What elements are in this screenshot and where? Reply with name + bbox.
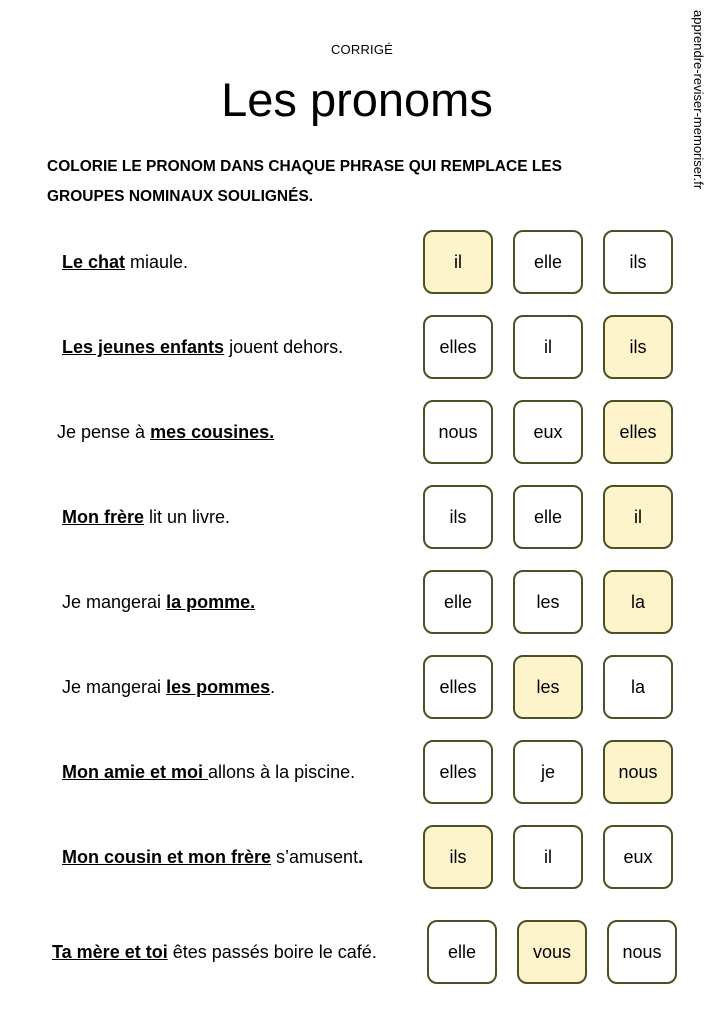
pronoun-option[interactable]: elles bbox=[423, 315, 493, 379]
pronoun-option[interactable]: ils bbox=[603, 230, 673, 294]
sentence-text: s’amusent bbox=[271, 847, 359, 867]
pronoun-option[interactable]: je bbox=[513, 740, 583, 804]
noun-group: Les jeunes enfants bbox=[62, 337, 225, 357]
exercise-row bbox=[0, 920, 724, 984]
exercise-row bbox=[0, 825, 724, 889]
sentence bbox=[62, 655, 275, 719]
pronoun-option[interactable]: elle bbox=[513, 485, 583, 549]
sentence bbox=[62, 825, 363, 889]
pronoun-option[interactable]: nous bbox=[423, 400, 493, 464]
sentence-text: allons à la piscine. bbox=[208, 762, 356, 782]
noun-group: Ta mère et toi bbox=[52, 942, 168, 962]
exercise-row bbox=[0, 485, 724, 549]
noun-group: Mon amie et moi bbox=[62, 762, 209, 782]
pronoun-option[interactable]: eux bbox=[603, 825, 673, 889]
sentence bbox=[62, 230, 188, 294]
noun-group: Mon frère bbox=[62, 507, 145, 527]
sentence-text: lit un livre. bbox=[144, 507, 231, 527]
sentence bbox=[62, 315, 343, 379]
noun-group: Mon cousin et mon frère bbox=[62, 847, 272, 867]
instruction-text bbox=[47, 152, 667, 212]
pronoun-option[interactable]: eux bbox=[513, 400, 583, 464]
pronoun-option[interactable]: les bbox=[513, 655, 583, 719]
noun-group: la pomme. bbox=[166, 592, 256, 612]
sentence-text: miaule. bbox=[125, 252, 189, 272]
sentence bbox=[62, 740, 355, 804]
pronoun-option[interactable]: nous bbox=[603, 740, 673, 804]
exercise-row bbox=[0, 740, 724, 804]
sentence-text: Je mangerai bbox=[62, 677, 167, 697]
pronoun-option[interactable]: il bbox=[423, 230, 493, 294]
sentence-text: Je pense à bbox=[57, 422, 151, 442]
pronoun-option[interactable]: la bbox=[603, 570, 673, 634]
sentence bbox=[62, 485, 230, 549]
pronoun-option[interactable]: nous bbox=[607, 920, 677, 984]
pronoun-option[interactable]: elle bbox=[423, 570, 493, 634]
noun-group: Le chat bbox=[62, 252, 126, 272]
sentence bbox=[57, 400, 274, 464]
exercise-row bbox=[0, 400, 724, 464]
pronoun-option[interactable]: il bbox=[513, 315, 583, 379]
pronoun-option[interactable]: vous bbox=[517, 920, 587, 984]
pronoun-option[interactable]: elles bbox=[603, 400, 673, 464]
sentence-text: Je mangerai bbox=[62, 592, 167, 612]
instruction-line-1: COLORIE LE PRONOM DANS CHAQUE PHRASE QUI REMPLACE LES bbox=[47, 158, 562, 175]
instruction-line-2: GROUPES NOMINAUX SOULIGNÉS. bbox=[47, 188, 314, 205]
pronoun-option[interactable]: elles bbox=[423, 655, 493, 719]
noun-group: les pommes bbox=[166, 677, 271, 697]
pronoun-option[interactable]: elle bbox=[513, 230, 583, 294]
sentence-text: jouent dehors. bbox=[224, 337, 344, 357]
answer-key-label: CORRIGÉ bbox=[330, 42, 394, 57]
pronoun-option[interactable]: ils bbox=[423, 485, 493, 549]
website-credit: apprendre-reviser-memoriser.fr bbox=[691, 10, 706, 190]
pronoun-option[interactable]: ils bbox=[423, 825, 493, 889]
sentence bbox=[62, 570, 255, 634]
pronoun-option[interactable]: elle bbox=[427, 920, 497, 984]
pronoun-option[interactable]: ils bbox=[603, 315, 673, 379]
exercise-row bbox=[0, 315, 724, 379]
pronoun-option[interactable]: elles bbox=[423, 740, 493, 804]
sentence bbox=[52, 920, 377, 984]
pronoun-option[interactable]: il bbox=[603, 485, 673, 549]
exercise-row bbox=[0, 570, 724, 634]
sentence-period: . bbox=[358, 847, 364, 867]
sentence-text: . bbox=[270, 677, 276, 697]
page-title: Les pronoms bbox=[221, 73, 493, 126]
noun-group: mes cousines. bbox=[150, 422, 275, 442]
sentence-text: êtes passés boire le café. bbox=[167, 942, 377, 962]
exercise-row bbox=[0, 230, 724, 294]
pronoun-option[interactable]: il bbox=[513, 825, 583, 889]
pronoun-option[interactable]: la bbox=[603, 655, 673, 719]
exercise-row bbox=[0, 655, 724, 719]
pronoun-option[interactable]: les bbox=[513, 570, 583, 634]
